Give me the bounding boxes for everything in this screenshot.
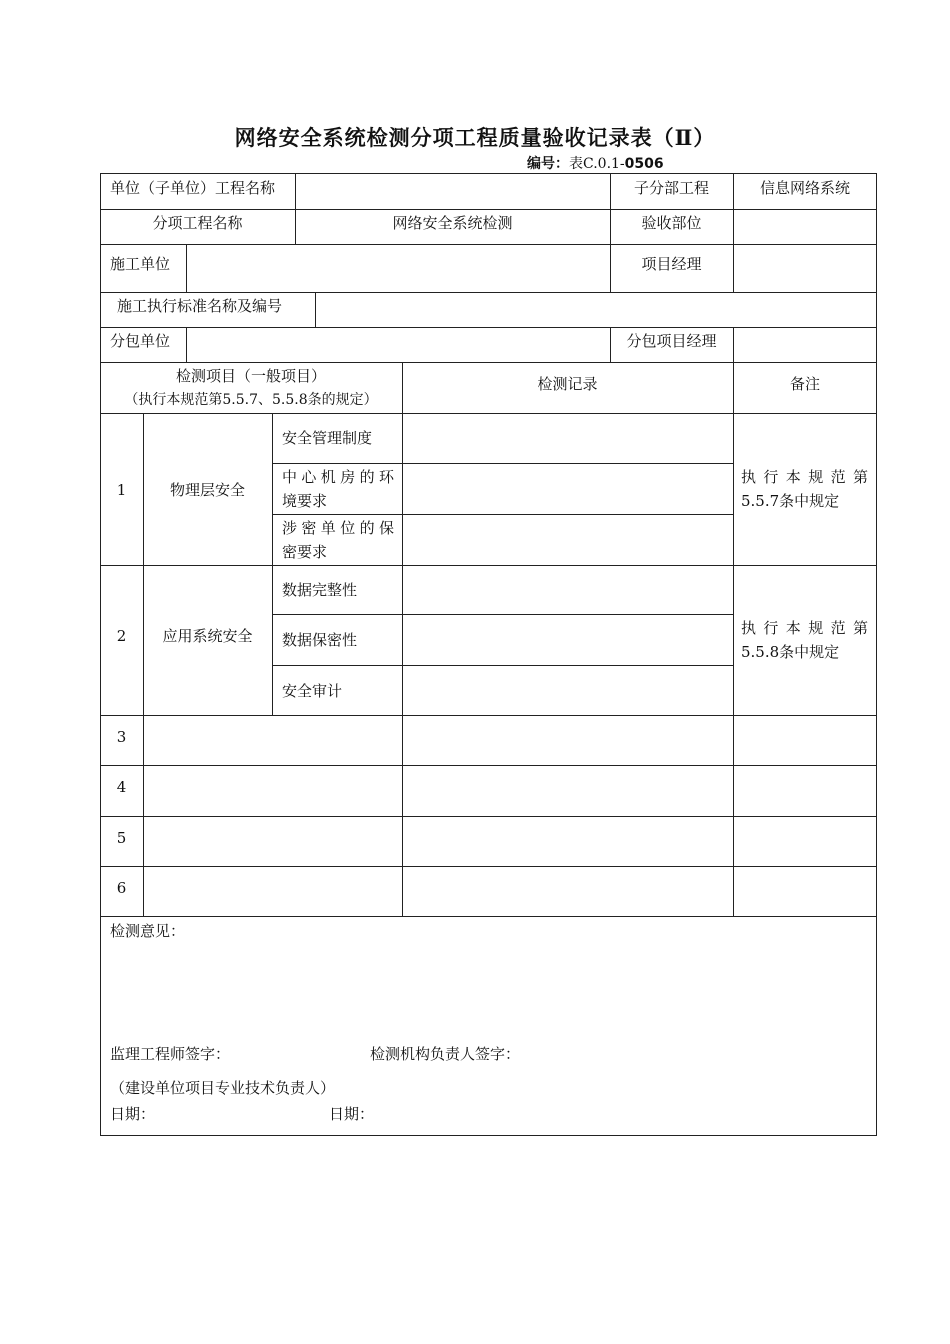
construction-unit-label: 施工单位 <box>110 255 171 273</box>
form-code-label: 编号： <box>527 156 569 172</box>
group-name: 物理层安全 <box>169 481 245 499</box>
check-item: 数据保密性 <box>282 631 358 649</box>
supervisor-sign-label: 监理工程师签字： <box>110 1045 231 1063</box>
divider <box>186 244 187 292</box>
check-item: 安全管理制度 <box>282 429 373 447</box>
agency-sign-label: 检测机构负责人签字： <box>370 1045 521 1063</box>
remark <box>741 465 868 513</box>
divider <box>402 362 403 916</box>
group-number: 1 <box>116 481 127 499</box>
sub-item-label: 分项工程名称 <box>152 214 243 232</box>
page-title: 网络安全系统检测分项工程质量验收记录表（Ⅱ） <box>234 125 716 150</box>
divider <box>733 362 734 916</box>
divider <box>733 327 734 362</box>
check-item-line1: 中心机房的环 <box>282 468 394 486</box>
owner-note: （建设单位项目专业技术负责人） <box>110 1079 336 1097</box>
date-label: 日期： <box>110 1105 156 1123</box>
check-item-line2: 密要求 <box>282 543 328 561</box>
divider <box>272 514 733 515</box>
remark-line2: 5.5.8条中规定 <box>741 643 840 661</box>
divider <box>272 665 733 666</box>
subcontractor-label: 分包单位 <box>110 332 171 350</box>
group-name: 应用系统安全 <box>162 627 253 645</box>
divider <box>100 209 877 210</box>
standard-label: 施工执行标准名称及编号 <box>117 297 283 315</box>
sub-division-label: 子分部工程 <box>633 179 709 197</box>
check-item <box>282 465 394 513</box>
divider <box>100 715 877 716</box>
check-item-line1: 涉密单位的保 <box>282 519 394 537</box>
remark-line2: 5.5.7条中规定 <box>741 492 840 510</box>
inspection-part-label: 验收部位 <box>641 214 702 232</box>
divider <box>100 765 877 766</box>
form-code-value: 表C.0.1- <box>569 156 625 172</box>
divider <box>100 362 877 363</box>
column-header-item-line1: 检测项目（一般项目） <box>175 367 326 385</box>
check-item: 数据完整性 <box>282 581 358 599</box>
divider <box>100 244 877 245</box>
divider <box>100 816 877 817</box>
opinion-label: 检测意见： <box>110 922 186 940</box>
row-number: 4 <box>116 778 127 796</box>
divider <box>100 916 877 917</box>
column-header-item-line2: （执行本规范第5.5.7、5.5.8条的规定） <box>124 392 378 408</box>
divider <box>315 292 316 327</box>
divider <box>100 565 877 566</box>
remark <box>741 616 868 664</box>
sub-pm-label: 分包项目经理 <box>626 332 717 350</box>
divider <box>100 866 877 867</box>
column-header-item <box>100 364 402 412</box>
form-code-tail: 0506 <box>624 156 664 172</box>
project-manager-label: 项目经理 <box>641 255 702 273</box>
divider <box>272 413 273 715</box>
column-header-remark: 备注 <box>789 375 820 393</box>
row-number: 6 <box>116 879 127 897</box>
sub-item-value[interactable]: 网络安全系统检测 <box>392 214 513 232</box>
column-header-record: 检测记录 <box>537 375 598 393</box>
divider <box>272 614 733 615</box>
check-item: 安全审计 <box>282 682 343 700</box>
check-item-line2: 境要求 <box>282 492 328 510</box>
remark-line1: 执行本规范第 <box>741 619 868 637</box>
row-number: 5 <box>116 829 127 847</box>
divider <box>100 292 877 293</box>
check-item <box>282 516 394 564</box>
group-number: 2 <box>116 627 127 645</box>
divider <box>100 413 877 414</box>
divider <box>100 327 877 328</box>
divider <box>272 463 733 464</box>
form-code <box>527 153 664 173</box>
remark-line1: 执行本规范第 <box>741 468 868 486</box>
divider <box>186 327 187 362</box>
unit-project-label: 单位（子单位）工程名称 <box>110 179 276 197</box>
date-label: 日期： <box>329 1105 375 1123</box>
row-number: 3 <box>116 728 127 746</box>
sub-division-value[interactable]: 信息网络系统 <box>759 179 850 197</box>
